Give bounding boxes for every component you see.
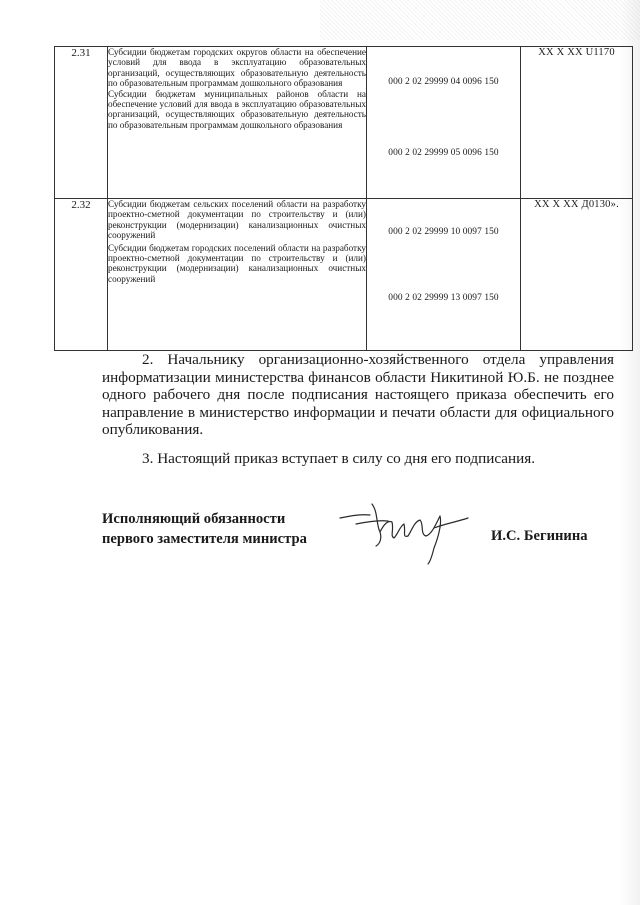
signatory-position-line: Исполняющий обязанности [102,511,286,527]
description-paragraph: Субсидии бюджетам муниципальных районов области на обеспечение условий для ввода в эксплуатацию образовательных организаций, осуществляющих образовательную деятельность по образовательным программам дошкольного образования [108,88,366,130]
description-paragraph: Субсидии бюджетам сельских поселений области на разработку проектно-сметной документации по строительству и (или) реконструкции (модернизации) канализационных очистных сооружений [108,199,366,241]
paragraph-3: 3. Настоящий приказ вступает в силу со дня его подписания. [142,450,536,467]
scan-noise [320,0,640,40]
row-description [108,47,367,199]
budget-code: 000 2 02 29999 04 0096 150 [388,77,499,87]
paragraph-2: 2. Начальнику организационно-хозяйственного отдела управления информатизации министерства финансов области Никитиной Ю.Б. не позднее одного рабочего дня после подписания настоящего приказа обеспечить его направление в министерство информации и печати области для официального опубликования. [102,351,614,438]
row-codes [367,47,521,199]
table-row [55,47,633,199]
description-paragraph: Субсидии бюджетам городских поселений области на разработку проектно-сметной документации по строительству и (или) реконструкции (модернизации) канализационных очистных сооружений [108,242,366,284]
handwritten-signature [336,494,476,566]
row-description [108,199,367,351]
budget-code: 000 2 02 29999 10 0097 150 [388,227,499,237]
signatory-position-line: первого заместителя министра [102,531,307,547]
signatory-position [102,509,307,549]
budget-code: 000 2 02 29999 13 0097 150 [388,293,499,303]
budget-code: 000 2 02 29999 05 0096 150 [388,148,499,158]
row-number: 2.32 [55,199,108,351]
signatory-name: И.С. Бегинина [491,528,588,544]
row-kbk: ХХ Х ХХ U1170 [521,47,633,199]
row-kbk: ХХ Х ХХ Д0130». [521,199,633,351]
table-row [55,199,633,351]
row-number: 2.31 [55,47,108,199]
description-paragraph: Субсидии бюджетам городских округов области на обеспечение условий для ввода в эксплуатацию образовательных организаций, осуществляющих образовательную деятельность по образовательным программам дошкольного образования [108,47,366,89]
subsidy-table [54,46,633,351]
row-codes [367,199,521,351]
